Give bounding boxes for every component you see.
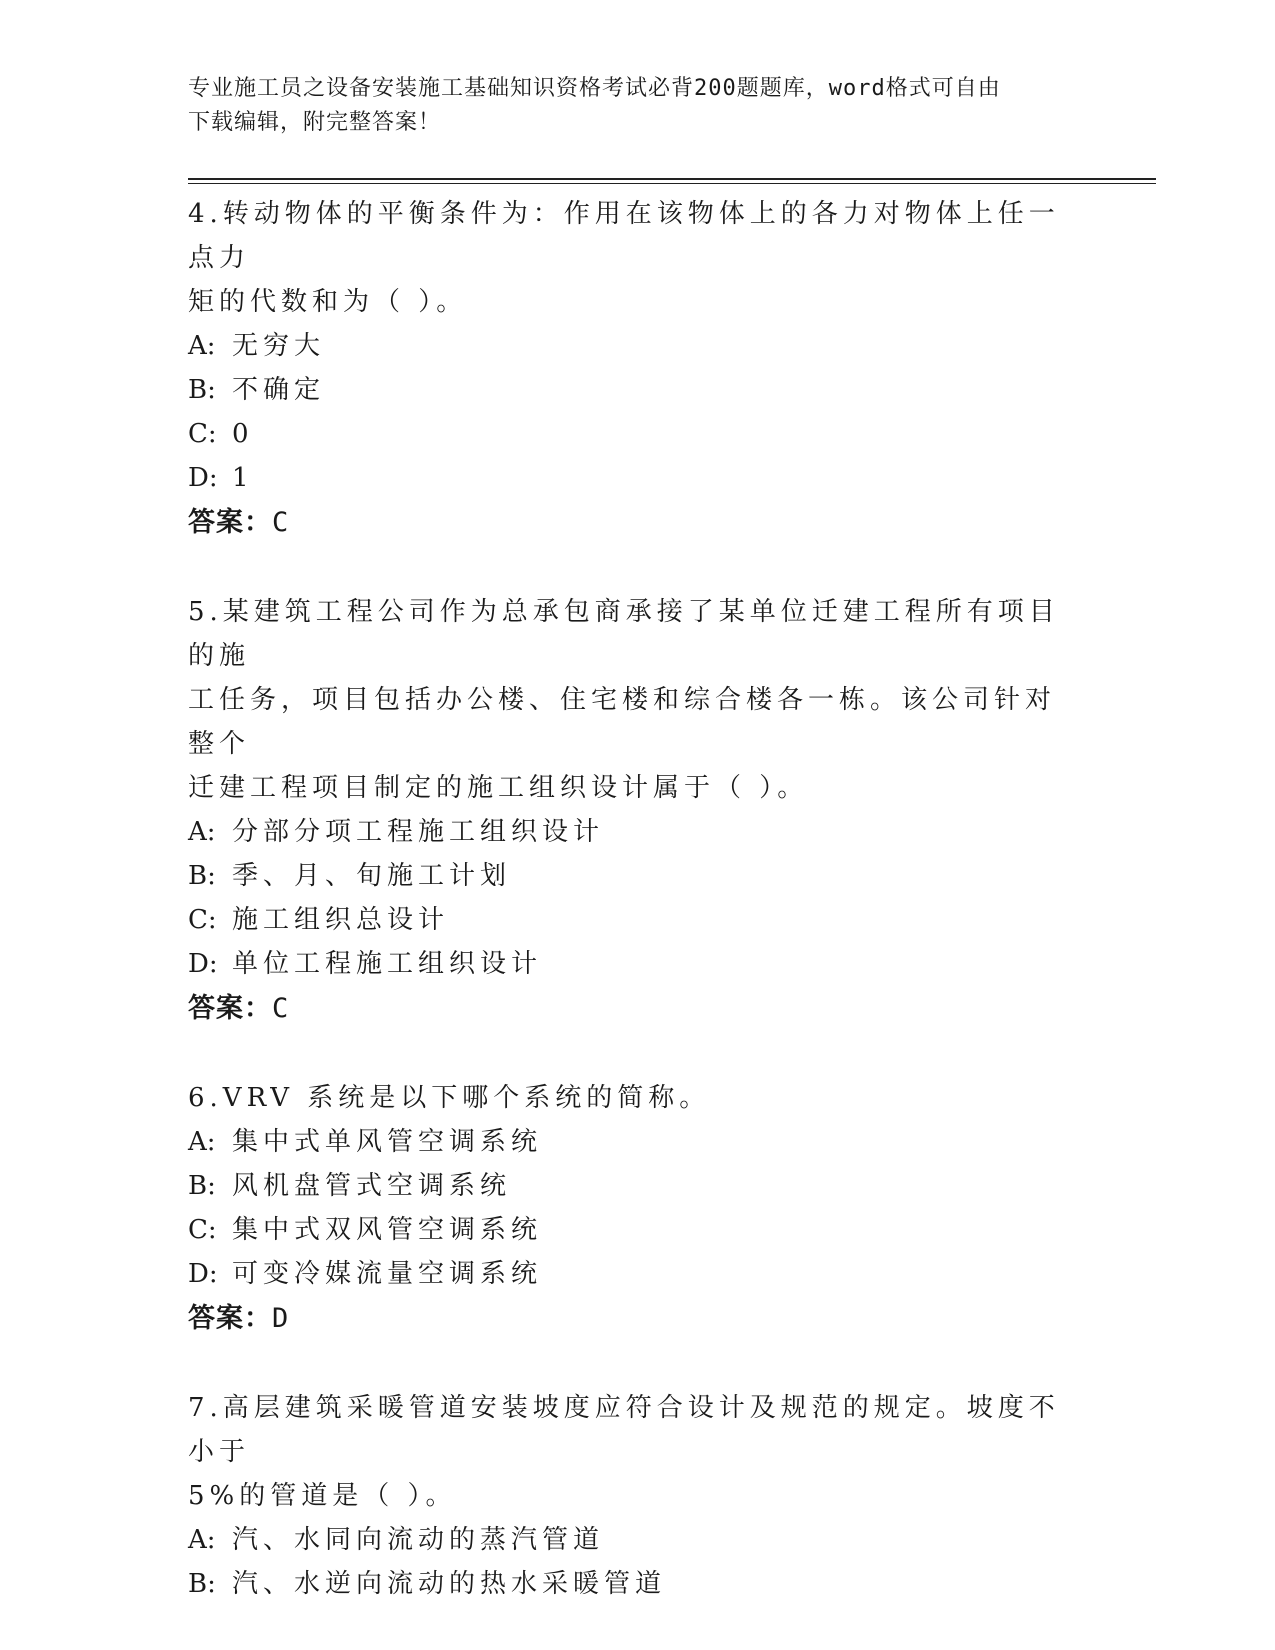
option-text: 集中式单风管空调系统 [232,1127,543,1157]
option-key: C: [188,1215,217,1245]
option-text: 风机盘管式空调系统 [232,1171,512,1201]
answer-option [188,942,1068,986]
option-text: 集中式双风管空调系统 [232,1215,543,1245]
answer-option [188,810,1068,854]
answer-option [188,368,1068,412]
header-line-2: 下载编辑，附完整答案！ [188,110,442,135]
option-text: 分部分项工程施工组织设计 [232,817,605,847]
answer-label: 答案： [188,1303,272,1334]
question-text: 6.VRV 系统是以下哪个系统的简称。 [188,1083,711,1113]
option-key: A: [188,331,216,361]
option-key: B: [188,861,216,891]
option-text: 季、月、旬施工计划 [232,861,512,891]
question-block [188,1386,1068,1606]
option-text: 不确定 [232,375,326,405]
answer-option [188,1252,1068,1296]
answer-value: D [272,1303,290,1334]
option-key: D: [188,1259,218,1289]
option-text: 0 [232,419,254,449]
answer-option [188,1208,1068,1252]
option-text: 施工组织总设计 [232,905,450,935]
question-text: 工任务，项目包括办公楼、住宅楼和综合楼各一栋。该公司针对整个 [188,685,1057,759]
answer-option [188,1562,1068,1606]
header-divider-thin [188,183,1156,184]
option-key: B: [188,375,216,405]
option-key: D: [188,949,218,979]
answer-option [188,1518,1068,1562]
option-key: B: [188,1171,216,1201]
answer-option [188,1164,1068,1208]
question-list [188,192,1068,1650]
option-text: 无穷大 [232,331,326,361]
option-text: 单位工程施工组织设计 [232,949,543,979]
question-text: 7.高层建筑采暖管道安装坡度应符合设计及规范的规定。坡度不小于 [188,1393,1060,1467]
option-text: 1 [232,463,254,493]
option-text: 汽、水逆向流动的热水采暖管道 [232,1569,667,1599]
answer-line [188,500,1068,546]
answer-option [188,324,1068,368]
question-block [188,1076,1068,1342]
answer-option [188,898,1068,942]
option-text: 汽、水同向流动的蒸汽管道 [232,1525,605,1555]
option-key: A: [188,1127,216,1157]
header-divider-thick [188,178,1156,180]
answer-label: 答案： [188,993,272,1024]
question-text: 迁建工程项目制定的施工组织设计属于（ ）。 [188,773,809,803]
option-key: A: [188,1525,216,1555]
question-block [188,192,1068,546]
answer-option [188,412,1068,456]
option-key: D: [188,463,218,493]
option-key: C: [188,419,217,449]
question-text: 5%的管道是（ ）。 [188,1481,457,1511]
answer-option [188,456,1068,500]
answer-value: C [272,507,290,538]
answer-value: C [272,993,290,1024]
answer-line [188,1296,1068,1342]
option-key: A: [188,817,216,847]
question-text: 4.转动物体的平衡条件为：作用在该物体上的各力对物体上任一点力 [188,199,1060,273]
header-line-1: 专业施工员之设备安装施工基础知识资格考试必背200题题库，word格式可自由 [188,76,1001,101]
option-text: 可变冷媒流量空调系统 [232,1259,543,1289]
answer-line [188,986,1068,1032]
document-header [188,72,1088,140]
question-block [188,590,1068,1032]
question-text: 矩的代数和为（ ）。 [188,287,468,317]
answer-label: 答案： [188,507,272,538]
question-text: 5.某建筑工程公司作为总承包商承接了某单位迁建工程所有项目的施 [188,597,1060,671]
answer-option [188,854,1068,898]
option-key: C: [188,905,217,935]
option-key: B: [188,1569,216,1599]
answer-option [188,1120,1068,1164]
